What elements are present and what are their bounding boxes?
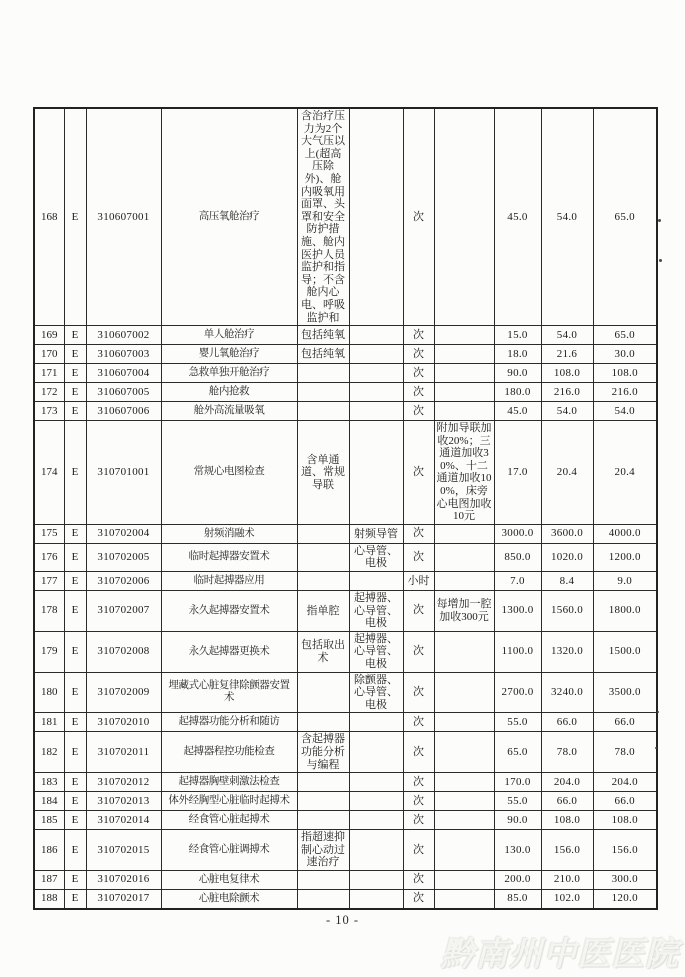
cell-price-3: 54.0 xyxy=(593,402,657,421)
cell-description xyxy=(297,792,349,811)
table-row xyxy=(34,591,657,632)
cell-price-2: 1320.0 xyxy=(541,631,593,672)
cell-price-3: 66.0 xyxy=(593,713,657,732)
cell-unit: 次 xyxy=(403,108,434,326)
cell-name: 经食管心脏起搏术 xyxy=(161,811,297,830)
cell-unit: 次 xyxy=(403,870,434,889)
cell-materials xyxy=(349,108,403,326)
cell-price-3: 78.0 xyxy=(593,732,657,773)
cell-price-3: 108.0 xyxy=(593,811,657,830)
cell-code: 310702014 xyxy=(86,811,161,830)
cell-no: 174 xyxy=(34,421,64,525)
cell-materials xyxy=(349,383,403,402)
cell-no: 185 xyxy=(34,811,64,830)
cell-unit: 次 xyxy=(403,830,434,871)
scan-artifact-dot xyxy=(659,259,662,262)
cell-code: 310702013 xyxy=(86,792,161,811)
cell-surcharge-note xyxy=(434,345,494,364)
table-row xyxy=(34,543,657,571)
cell-unit: 小时 xyxy=(403,572,434,591)
cell-grade: E xyxy=(64,631,86,672)
cell-description xyxy=(297,713,349,732)
cell-price-1: 65.0 xyxy=(494,732,541,773)
cell-code: 310607001 xyxy=(86,108,161,326)
cell-price-3: 66.0 xyxy=(593,792,657,811)
cell-no: 172 xyxy=(34,383,64,402)
cell-description xyxy=(297,870,349,889)
cell-materials xyxy=(349,713,403,732)
cell-materials xyxy=(349,345,403,364)
cell-materials: 起搏器、心导管、电极 xyxy=(349,591,403,632)
cell-price-1: 2700.0 xyxy=(494,672,541,713)
cell-surcharge-note xyxy=(434,672,494,713)
cell-surcharge-note xyxy=(434,326,494,345)
cell-price-3: 108.0 xyxy=(593,364,657,383)
cell-grade: E xyxy=(64,364,86,383)
cell-price-1: 15.0 xyxy=(494,326,541,345)
cell-materials xyxy=(349,402,403,421)
cell-price-2: 3240.0 xyxy=(541,672,593,713)
cell-price-2: 54.0 xyxy=(541,108,593,326)
cell-code: 310702015 xyxy=(86,830,161,871)
cell-price-3: 65.0 xyxy=(593,326,657,345)
cell-unit: 次 xyxy=(403,713,434,732)
cell-no: 184 xyxy=(34,792,64,811)
cell-price-3: 4000.0 xyxy=(593,524,657,543)
cell-code: 310607005 xyxy=(86,383,161,402)
cell-price-1: 200.0 xyxy=(494,870,541,889)
cell-price-2: 102.0 xyxy=(541,889,593,909)
table-row xyxy=(34,524,657,543)
cell-description xyxy=(297,811,349,830)
table-row xyxy=(34,631,657,672)
table-row xyxy=(34,572,657,591)
cell-description xyxy=(297,364,349,383)
cell-name: 临时起搏器安置术 xyxy=(161,543,297,571)
cell-grade: E xyxy=(64,889,86,909)
cell-name: 起搏器胸壁刺激法检查 xyxy=(161,773,297,792)
cell-code: 310607002 xyxy=(86,326,161,345)
cell-price-2: 156.0 xyxy=(541,830,593,871)
cell-unit: 次 xyxy=(403,543,434,571)
table-row xyxy=(34,811,657,830)
cell-name: 心脏电复律术 xyxy=(161,870,297,889)
cell-grade: E xyxy=(64,591,86,632)
cell-code: 310607006 xyxy=(86,402,161,421)
cell-description: 包括纯氧 xyxy=(297,326,349,345)
cell-price-1: 90.0 xyxy=(494,364,541,383)
cell-price-1: 55.0 xyxy=(494,792,541,811)
cell-description: 指超速抑制心动过速治疗 xyxy=(297,830,349,871)
cell-price-3: 3500.0 xyxy=(593,672,657,713)
cell-unit: 次 xyxy=(403,811,434,830)
cell-surcharge-note xyxy=(434,108,494,326)
cell-price-3: 216.0 xyxy=(593,383,657,402)
cell-no: 186 xyxy=(34,830,64,871)
cell-price-3: 1800.0 xyxy=(593,591,657,632)
table-row xyxy=(34,889,657,909)
table-row xyxy=(34,773,657,792)
cell-name: 单人舱治疗 xyxy=(161,326,297,345)
cell-price-3: 30.0 xyxy=(593,345,657,364)
cell-unit: 次 xyxy=(403,402,434,421)
cell-name: 常规心电图检查 xyxy=(161,421,297,525)
table-row xyxy=(34,792,657,811)
cell-name: 临时起搏器应用 xyxy=(161,572,297,591)
cell-name: 舱内抢救 xyxy=(161,383,297,402)
cell-code: 310701001 xyxy=(86,421,161,525)
cell-price-3: 120.0 xyxy=(593,889,657,909)
cell-price-3: 9.0 xyxy=(593,572,657,591)
cell-unit: 次 xyxy=(403,421,434,525)
cell-code: 310702009 xyxy=(86,672,161,713)
cell-grade: E xyxy=(64,830,86,871)
cell-price-2: 20.4 xyxy=(541,421,593,525)
cell-materials xyxy=(349,773,403,792)
cell-name: 经食管心脏调搏术 xyxy=(161,830,297,871)
cell-price-2: 108.0 xyxy=(541,811,593,830)
cell-no: 181 xyxy=(34,713,64,732)
cell-code: 310702017 xyxy=(86,889,161,909)
cell-grade: E xyxy=(64,108,86,326)
hospital-watermark: 黔南州中医医院 xyxy=(441,937,679,973)
cell-price-2: 8.4 xyxy=(541,572,593,591)
cell-price-3: 20.4 xyxy=(593,421,657,525)
cell-price-3: 204.0 xyxy=(593,773,657,792)
cell-price-1: 130.0 xyxy=(494,830,541,871)
cell-grade: E xyxy=(64,773,86,792)
cell-code: 310702005 xyxy=(86,543,161,571)
cell-description xyxy=(297,773,349,792)
cell-price-3: 65.0 xyxy=(593,108,657,326)
cell-price-2: 3600.0 xyxy=(541,524,593,543)
cell-unit: 次 xyxy=(403,672,434,713)
cell-grade: E xyxy=(64,543,86,571)
cell-unit: 次 xyxy=(403,732,434,773)
cell-price-2: 108.0 xyxy=(541,364,593,383)
table-row xyxy=(34,345,657,364)
cell-grade: E xyxy=(64,792,86,811)
cell-price-1: 18.0 xyxy=(494,345,541,364)
cell-price-1: 180.0 xyxy=(494,383,541,402)
cell-materials xyxy=(349,732,403,773)
cell-unit: 次 xyxy=(403,773,434,792)
cell-no: 187 xyxy=(34,870,64,889)
cell-materials xyxy=(349,830,403,871)
table-row xyxy=(34,364,657,383)
cell-price-1: 7.0 xyxy=(494,572,541,591)
cell-grade: E xyxy=(64,383,86,402)
cell-unit: 次 xyxy=(403,792,434,811)
cell-price-2: 21.6 xyxy=(541,345,593,364)
cell-surcharge-note xyxy=(434,543,494,571)
cell-description: 含治疗压力为2个大气压以上(超高压除外)、舱内吸氧用面罩、头罩和安全防护措施、舱内医护人员监护和指导；不含舱内心电、呼吸监护和 xyxy=(297,108,349,326)
cell-no: 176 xyxy=(34,543,64,571)
cell-code: 310702010 xyxy=(86,713,161,732)
medical-fee-table xyxy=(33,107,658,910)
cell-grade: E xyxy=(64,421,86,525)
cell-price-1: 45.0 xyxy=(494,402,541,421)
cell-code: 310702016 xyxy=(86,870,161,889)
cell-name: 射频消融术 xyxy=(161,524,297,543)
cell-surcharge-note xyxy=(434,889,494,909)
cell-no: 171 xyxy=(34,364,64,383)
cell-surcharge-note xyxy=(434,383,494,402)
cell-price-1: 85.0 xyxy=(494,889,541,909)
cell-grade: E xyxy=(64,345,86,364)
cell-materials xyxy=(349,889,403,909)
cell-materials xyxy=(349,364,403,383)
cell-name: 体外经胸型心脏临时起搏术 xyxy=(161,792,297,811)
cell-price-2: 1020.0 xyxy=(541,543,593,571)
cell-surcharge-note xyxy=(434,631,494,672)
cell-price-2: 66.0 xyxy=(541,792,593,811)
cell-surcharge-note: 每增加一腔加收300元 xyxy=(434,591,494,632)
cell-surcharge-note xyxy=(434,792,494,811)
table-row xyxy=(34,732,657,773)
cell-unit: 次 xyxy=(403,591,434,632)
cell-code: 310702011 xyxy=(86,732,161,773)
cell-price-2: 54.0 xyxy=(541,402,593,421)
cell-name: 起搏器程控功能检查 xyxy=(161,732,297,773)
cell-materials xyxy=(349,811,403,830)
cell-no: 177 xyxy=(34,572,64,591)
cell-price-3: 300.0 xyxy=(593,870,657,889)
scan-artifact-dot xyxy=(655,747,657,749)
cell-price-2: 216.0 xyxy=(541,383,593,402)
cell-price-3: 156.0 xyxy=(593,830,657,871)
cell-code: 310702012 xyxy=(86,773,161,792)
cell-price-1: 1100.0 xyxy=(494,631,541,672)
cell-surcharge-note xyxy=(434,732,494,773)
cell-code: 310702004 xyxy=(86,524,161,543)
cell-price-1: 90.0 xyxy=(494,811,541,830)
cell-unit: 次 xyxy=(403,524,434,543)
cell-surcharge-note xyxy=(434,830,494,871)
cell-price-1: 1300.0 xyxy=(494,591,541,632)
cell-unit: 次 xyxy=(403,326,434,345)
cell-description xyxy=(297,543,349,571)
scan-artifact-dot xyxy=(658,219,661,222)
cell-grade: E xyxy=(64,870,86,889)
cell-surcharge-note xyxy=(434,870,494,889)
cell-name: 急救单独开舱治疗 xyxy=(161,364,297,383)
cell-materials xyxy=(349,572,403,591)
cell-description: 含单通道、常规导联 xyxy=(297,421,349,525)
cell-description: 包括纯氧 xyxy=(297,345,349,364)
cell-no: 180 xyxy=(34,672,64,713)
cell-code: 310702008 xyxy=(86,631,161,672)
cell-name: 永久起搏器安置术 xyxy=(161,591,297,632)
cell-surcharge-note: 附加导联加收20%；三通道加收30%、十二通道加收100%，床旁心电图加收10元 xyxy=(434,421,494,525)
cell-price-3: 1200.0 xyxy=(593,543,657,571)
cell-name: 舱外高流量吸氧 xyxy=(161,402,297,421)
cell-description xyxy=(297,889,349,909)
cell-price-1: 45.0 xyxy=(494,108,541,326)
cell-price-1: 850.0 xyxy=(494,543,541,571)
cell-surcharge-note xyxy=(434,364,494,383)
cell-price-1: 55.0 xyxy=(494,713,541,732)
cell-description: 含起搏器功能分析与编程 xyxy=(297,732,349,773)
cell-price-2: 204.0 xyxy=(541,773,593,792)
cell-surcharge-note xyxy=(434,572,494,591)
cell-materials xyxy=(349,792,403,811)
cell-price-1: 170.0 xyxy=(494,773,541,792)
cell-no: 175 xyxy=(34,524,64,543)
cell-surcharge-note xyxy=(434,713,494,732)
cell-code: 310702007 xyxy=(86,591,161,632)
table-row xyxy=(34,870,657,889)
cell-name: 起搏器功能分析和随访 xyxy=(161,713,297,732)
cell-description xyxy=(297,402,349,421)
cell-description xyxy=(297,572,349,591)
cell-name: 婴儿氧舱治疗 xyxy=(161,345,297,364)
cell-no: 168 xyxy=(34,108,64,326)
cell-surcharge-note xyxy=(434,811,494,830)
cell-price-2: 78.0 xyxy=(541,732,593,773)
cell-no: 170 xyxy=(34,345,64,364)
cell-code: 310702006 xyxy=(86,572,161,591)
table-row xyxy=(34,383,657,402)
cell-grade: E xyxy=(64,524,86,543)
cell-price-2: 1560.0 xyxy=(541,591,593,632)
cell-surcharge-note xyxy=(434,402,494,421)
cell-price-1: 17.0 xyxy=(494,421,541,525)
cell-unit: 次 xyxy=(403,345,434,364)
cell-materials xyxy=(349,421,403,525)
cell-code: 310607004 xyxy=(86,364,161,383)
fee-table-body xyxy=(34,108,657,909)
cell-name: 埋藏式心脏复律除颤器安置术 xyxy=(161,672,297,713)
table-row xyxy=(34,830,657,871)
cell-price-3: 1500.0 xyxy=(593,631,657,672)
cell-materials: 除颤器、心导管、电极 xyxy=(349,672,403,713)
cell-surcharge-note xyxy=(434,773,494,792)
cell-description xyxy=(297,524,349,543)
cell-materials: 起搏器、心导管、电极 xyxy=(349,631,403,672)
cell-grade: E xyxy=(64,326,86,345)
cell-price-2: 210.0 xyxy=(541,870,593,889)
cell-price-2: 54.0 xyxy=(541,326,593,345)
table-row xyxy=(34,672,657,713)
cell-no: 188 xyxy=(34,889,64,909)
cell-description xyxy=(297,672,349,713)
cell-grade: E xyxy=(64,713,86,732)
cell-price-1: 3000.0 xyxy=(494,524,541,543)
cell-no: 183 xyxy=(34,773,64,792)
cell-surcharge-note xyxy=(434,524,494,543)
cell-unit: 次 xyxy=(403,631,434,672)
cell-materials: 心导管、电极 xyxy=(349,543,403,571)
cell-materials xyxy=(349,870,403,889)
cell-unit: 次 xyxy=(403,889,434,909)
table-row xyxy=(34,713,657,732)
cell-no: 169 xyxy=(34,326,64,345)
cell-no: 178 xyxy=(34,591,64,632)
cell-description: 指单腔 xyxy=(297,591,349,632)
cell-description xyxy=(297,383,349,402)
table-row xyxy=(34,421,657,525)
cell-price-2: 66.0 xyxy=(541,713,593,732)
cell-materials xyxy=(349,326,403,345)
table-row xyxy=(34,108,657,326)
cell-no: 179 xyxy=(34,631,64,672)
table-row xyxy=(34,402,657,421)
cell-name: 永久起搏器更换术 xyxy=(161,631,297,672)
cell-name: 高压氧舱治疗 xyxy=(161,108,297,326)
cell-grade: E xyxy=(64,572,86,591)
page-number: - 10 - xyxy=(325,913,360,927)
cell-name: 心脏电除颤术 xyxy=(161,889,297,909)
cell-description: 包括取出术 xyxy=(297,631,349,672)
cell-grade: E xyxy=(64,672,86,713)
cell-materials: 射频导管 xyxy=(349,524,403,543)
cell-grade: E xyxy=(64,732,86,773)
cell-unit: 次 xyxy=(403,383,434,402)
cell-no: 173 xyxy=(34,402,64,421)
cell-unit: 次 xyxy=(403,364,434,383)
cell-code: 310607003 xyxy=(86,345,161,364)
table-row xyxy=(34,326,657,345)
cell-no: 182 xyxy=(34,732,64,773)
cell-grade: E xyxy=(64,402,86,421)
cell-grade: E xyxy=(64,811,86,830)
scan-artifact-dot xyxy=(657,711,659,713)
